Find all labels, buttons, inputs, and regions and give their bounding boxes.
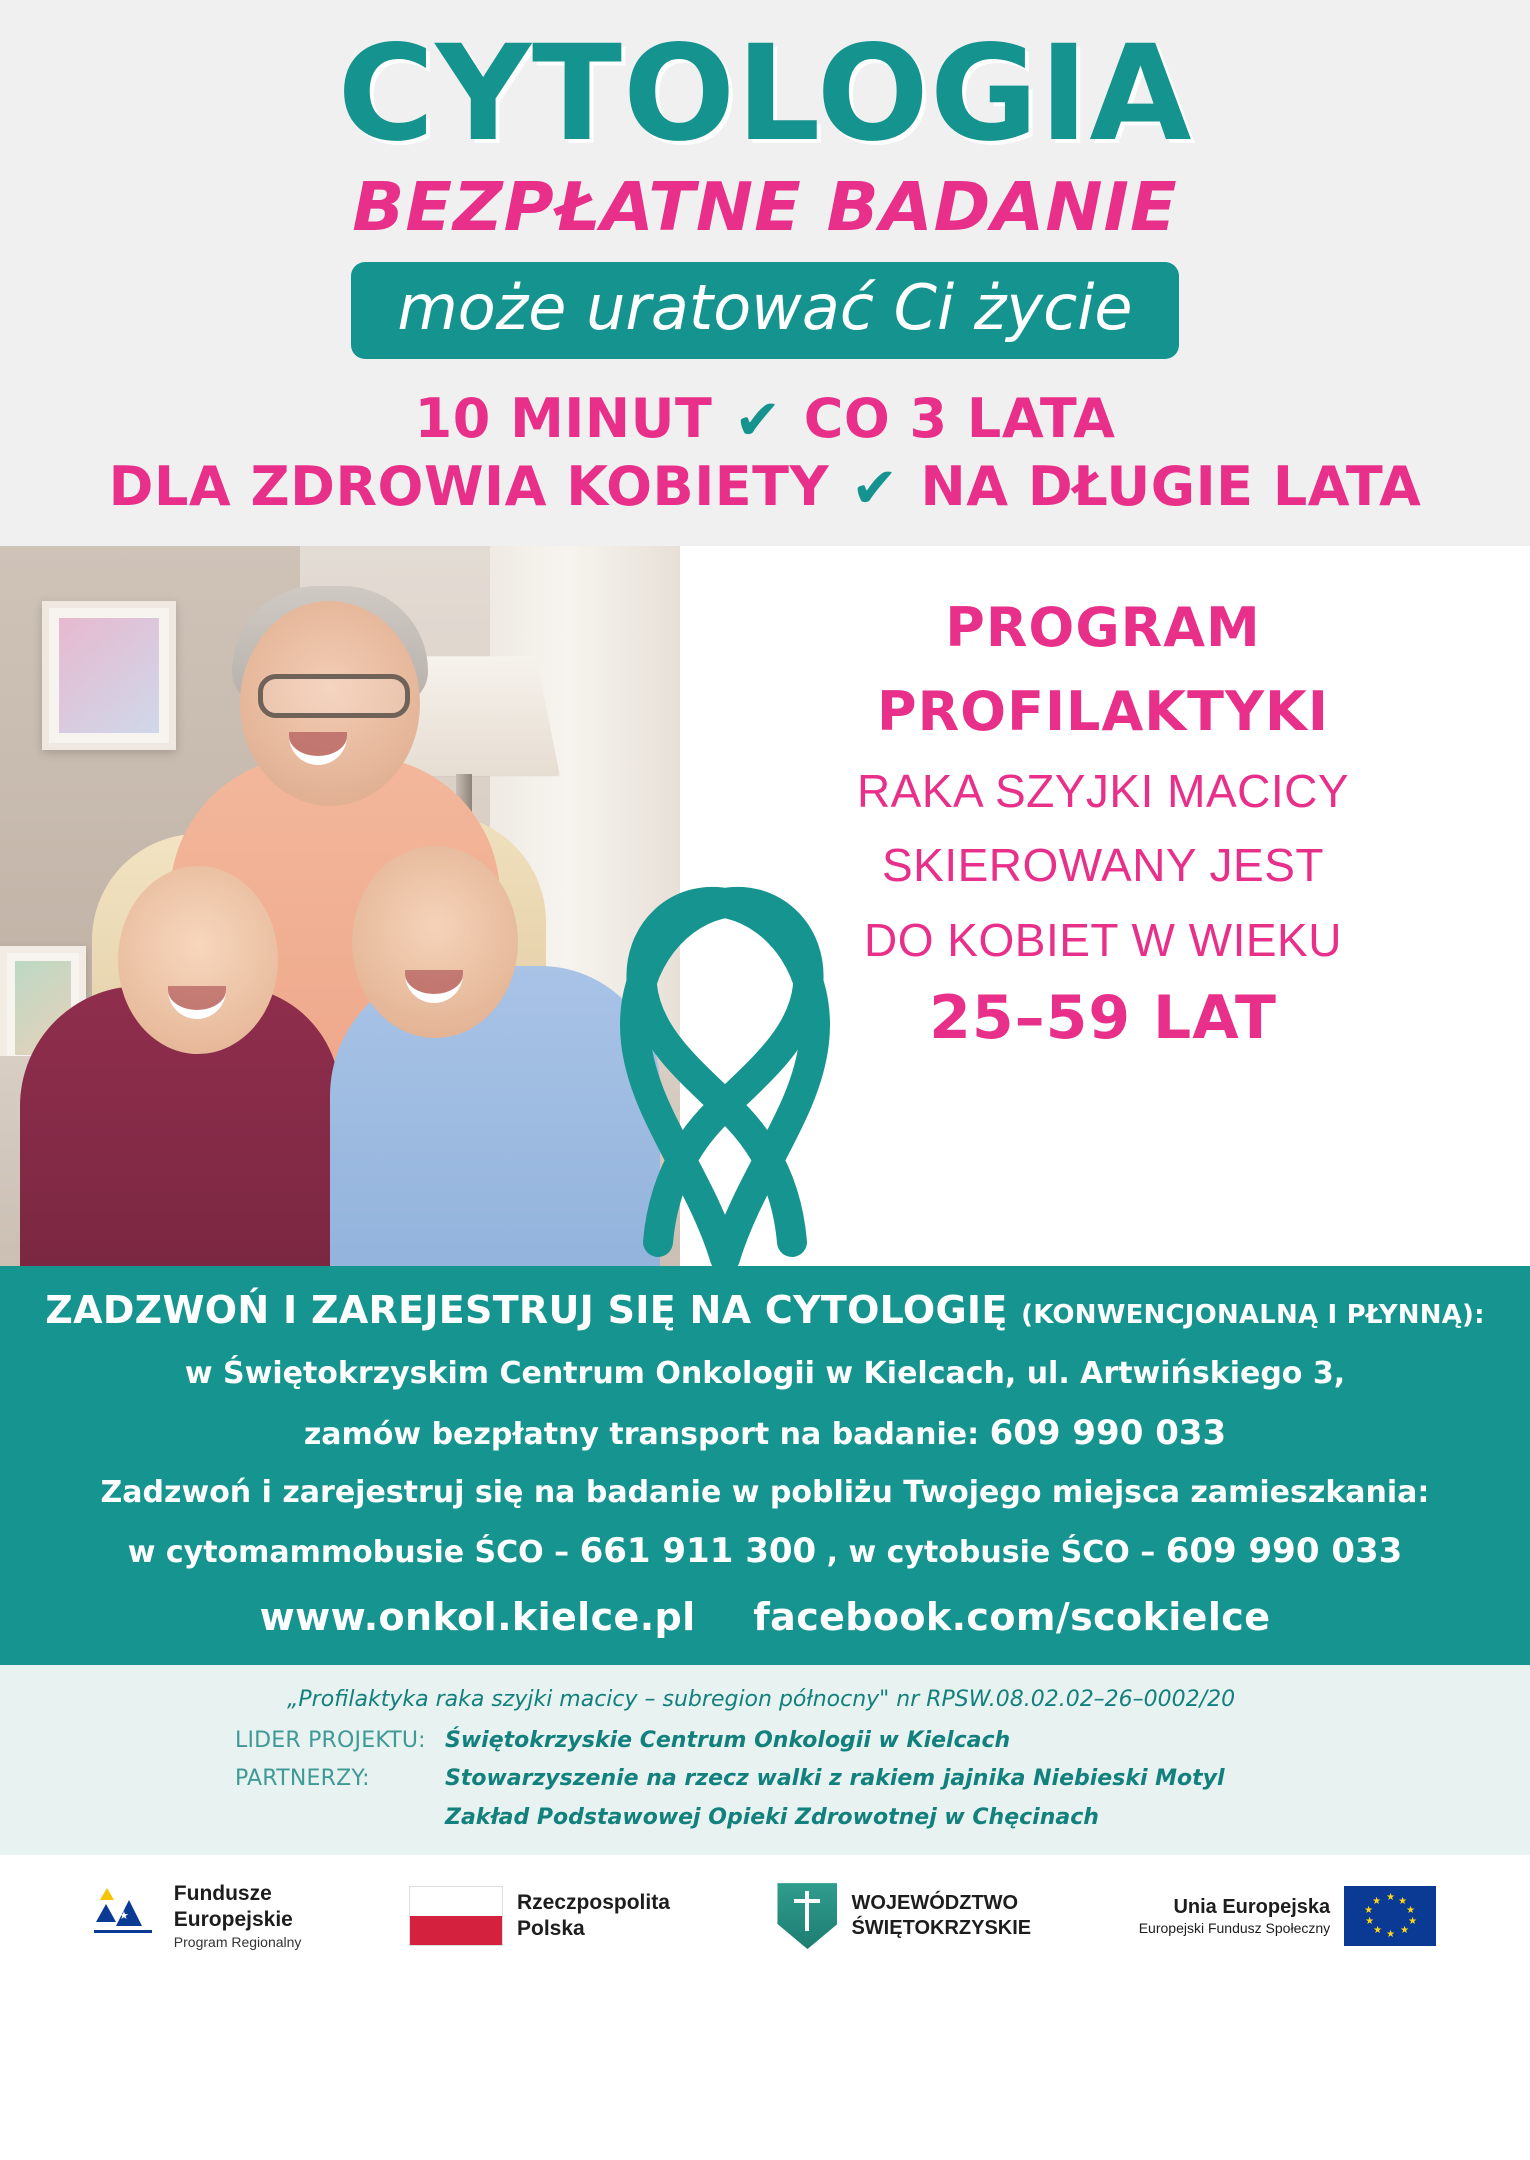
rzeczpospolita-line-2: Polska xyxy=(517,1917,585,1941)
logo-strip xyxy=(0,1855,1530,1977)
contact-section xyxy=(0,1266,1530,1665)
fundusze-europejskie-icon xyxy=(94,1886,160,1946)
unia-line-2: Europejski Fundusz Społeczny xyxy=(1138,1919,1331,1936)
contact-local-info: Zadzwoń i zarejestruj się na badanie w pobliżu Twojego miejsca zamieszkania: xyxy=(100,1474,1430,1510)
contact-cytobus-text: , w cytobusie ŚCO – xyxy=(826,1535,1156,1571)
contact-heading-small: (KONWENCJONALNĄ I PŁYNNĄ): xyxy=(1021,1300,1485,1331)
project-partner-2: Zakład Podstawowej Opieki Zdrowotnej w Chęcinach xyxy=(445,1804,1099,1830)
program-line-5: DO KOBIET W WIEKU xyxy=(864,913,1342,966)
bullet-row xyxy=(0,453,1530,521)
project-leader-value: Świętokrzyskie Centrum Onkologii w Kielcach xyxy=(445,1727,1011,1753)
project-partner-1: Stowarzyszenie na rzecz walki z rakiem jajnika Niebieski Motyl xyxy=(445,1766,1225,1792)
wojewodztwo-swietokrzyskie-logo xyxy=(777,1883,1031,1949)
contact-cytobus-phone[interactable]: 609 990 033 xyxy=(1165,1531,1403,1572)
project-leader-row xyxy=(235,1722,1295,1761)
program-line-4: SKIEROWANY JEST xyxy=(881,839,1325,892)
fundusze-europejskie-logo xyxy=(94,1881,302,1951)
bullet-left-text: DLA ZDROWIA KOBIETY xyxy=(108,454,830,518)
contact-cytomammobus-phone[interactable]: 661 911 300 xyxy=(579,1531,817,1572)
contact-cytomammobus-text: w cytomammobusie ŚCO – xyxy=(127,1535,570,1571)
bullet-left-text: 10 MINUT xyxy=(414,387,713,451)
wojewodztwo-line-2: ŚWIĘTOKRZYSKIE xyxy=(851,1917,1032,1940)
wojewodztwo-line-1: WOJEWÓDZTWO xyxy=(851,1892,1019,1915)
contact-address: w Świętokrzyskim Centrum Onkologii w Kielcach, ul. Artwińskiego 3, xyxy=(184,1356,1346,1392)
coat-of-arms-icon xyxy=(777,1883,837,1949)
check-icon: ✔ xyxy=(734,388,782,454)
project-info-section xyxy=(0,1665,1530,1855)
polish-flag-icon xyxy=(409,1886,503,1946)
photo-person-mother-face xyxy=(352,846,518,1038)
fundusze-line-1: Fundusze xyxy=(173,1882,272,1906)
unia-europejska-logo xyxy=(1139,1886,1436,1946)
bullet-right-text: CO 3 LATA xyxy=(803,387,1116,451)
rzeczpospolita-line-1: Rzeczpospolita xyxy=(517,1890,670,1914)
project-partners-row xyxy=(235,1760,1295,1799)
rzeczpospolita-text xyxy=(517,1890,670,1943)
middle-section xyxy=(0,546,1530,1266)
program-line-2: PROFILAKTYKI xyxy=(877,679,1329,743)
project-leader-label: LIDER PROJEKTU: xyxy=(235,1727,426,1753)
contact-heading-main: ZADZWOŃ I ZAREJESTRUJ SIĘ NA CYTOLOGIĘ xyxy=(45,1288,1008,1333)
unia-europejska-text xyxy=(1139,1895,1330,1938)
project-partners-label: PARTNERZY: xyxy=(235,1766,370,1792)
svg-text:★: ★ xyxy=(118,1909,129,1923)
eu-flag-icon: ★ ★ ★ ★ ★ ★ ★ ★ ★ ★ xyxy=(1344,1886,1436,1946)
page-title: CYTOLOGIA xyxy=(337,17,1193,171)
program-line-1: PROGRAM xyxy=(945,596,1261,660)
website-link[interactable]: www.onkol.kielce.pl xyxy=(259,1595,696,1640)
contact-web-links xyxy=(20,1595,1510,1639)
poster-header xyxy=(0,0,1530,546)
contact-transport xyxy=(20,1402,1510,1465)
bullet-row xyxy=(0,385,1530,453)
fundusze-europejskie-text xyxy=(174,1881,302,1951)
project-partners-row-2 xyxy=(235,1799,1295,1838)
project-title: „Profilaktyka raka szyjki macicy – subregion północny" nr RPSW.08.02.02–26–0002/20 xyxy=(287,1687,1236,1713)
contact-transport-phone[interactable]: 609 990 033 xyxy=(989,1412,1227,1453)
project-info-inner xyxy=(235,1681,1295,1837)
program-age-range: 25–59 LAT xyxy=(929,983,1277,1054)
fundusze-line-3: Program Regionalny xyxy=(173,1933,302,1950)
contact-buses xyxy=(20,1520,1510,1583)
awareness-ribbon-icon xyxy=(600,846,850,1266)
project-partners-label-spacer xyxy=(235,1799,445,1838)
contact-heading xyxy=(20,1288,1510,1332)
program-line-3: RAKA SZYJKI MACICY xyxy=(856,764,1350,817)
svg-text:★: ★ xyxy=(134,1889,147,1905)
three-generations-women-photo xyxy=(0,546,680,1266)
wojewodztwo-text xyxy=(851,1891,1031,1941)
fundusze-line-2: Europejskie xyxy=(173,1908,293,1932)
header-subtitle: BEZPŁATNE BADANIE xyxy=(352,168,1178,246)
bullet-right-text: NA DŁUGIE LATA xyxy=(920,454,1422,518)
contact-transport-text: zamów bezpłatny transport na badanie: xyxy=(303,1416,980,1452)
rzeczpospolita-polska-logo xyxy=(409,1886,670,1946)
photo-person-daughter-face xyxy=(118,866,278,1054)
glasses-icon xyxy=(258,674,410,718)
check-icon: ✔ xyxy=(851,455,899,521)
photo-picture-frame xyxy=(42,601,176,750)
bullet-list xyxy=(0,385,1530,520)
tagline-wrapper xyxy=(0,262,1530,359)
facebook-link[interactable]: facebook.com/scokielce xyxy=(753,1595,1271,1640)
unia-line-1: Unia Europejska xyxy=(1173,1895,1331,1918)
tagline-banner: może uratować Ci życie xyxy=(351,262,1178,359)
